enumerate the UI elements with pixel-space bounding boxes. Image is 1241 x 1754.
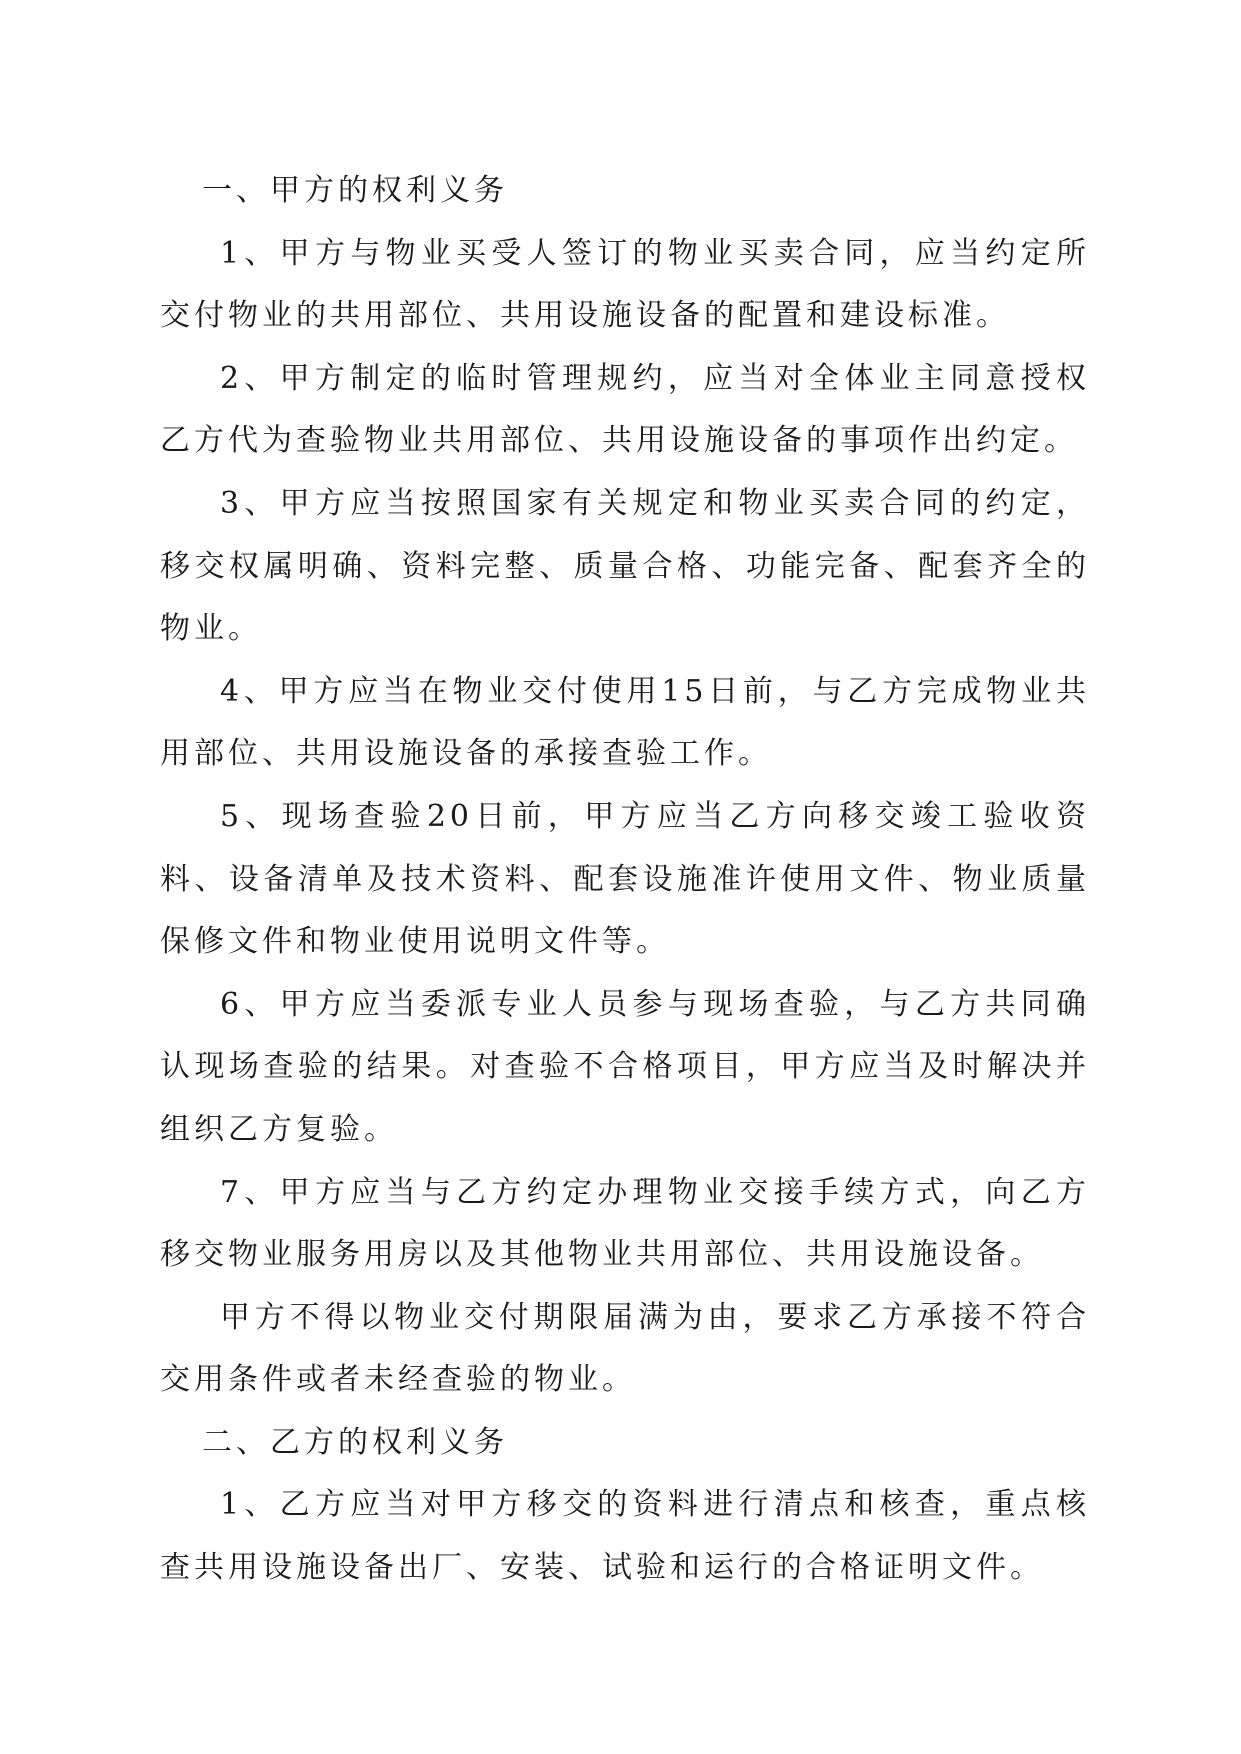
section2-item-1: 1、乙方应当对甲方移交的资料进行清点和核查，重点核查共用设施设备出厂、安装、试验和运行的合格证明文件。 [160,1487,1090,1586]
section-heading-1: 一、甲方的权利义务 [202,173,508,208]
section1-item-2: 2、甲方制定的临时管理规约，应当对全体业主同意授权乙方代为查验物业共用部位、共用设施设备的事项作出约定。 [160,360,1090,459]
section1-item-6: 6、甲方应当委派专业人员参与现场查验，与乙方共同确认现场查验的结果。对查验不合格项目，甲方应当及时解决并组织乙方复验。 [160,986,1090,1147]
section1-item-4: 4、甲方应当在物业交付使用15日前，与乙方完成物业共用部位、共用设施设备的承接查验工作。 [160,673,1090,772]
section1-item-5: 5、现场查验20日前，甲方应当乙方向移交竣工验收资料、设备清单及技术资料、配套设施准许使用文件、物业质量保修文件和物业使用说明文件等。 [160,798,1090,960]
section1-item-1: 1、甲方与物业买受人签订的物业买卖合同，应当约定所交付物业的共用部位、共用设施设备的配置和建设标准。 [160,235,1090,334]
section1-item-3: 3、甲方应当按照国家有关规定和物业买卖合同的约定，移交权属明确、资料完整、质量合格、功能完备、配套齐全的物业。 [160,485,1090,647]
document-body [160,160,1090,1600]
section-heading-2: 二、乙方的权利义务 [202,1424,508,1460]
section1-item-7: 7、甲方应当与乙方约定办理物业交接手续方式，向乙方移交物业服务用房以及其他物业共用部位、共用设施设备。 [160,1174,1090,1273]
section1-note: 甲方不得以物业交付期限届满为由，要求乙方承接不符合交用条件或者未经查验的物业。 [160,1299,1090,1398]
